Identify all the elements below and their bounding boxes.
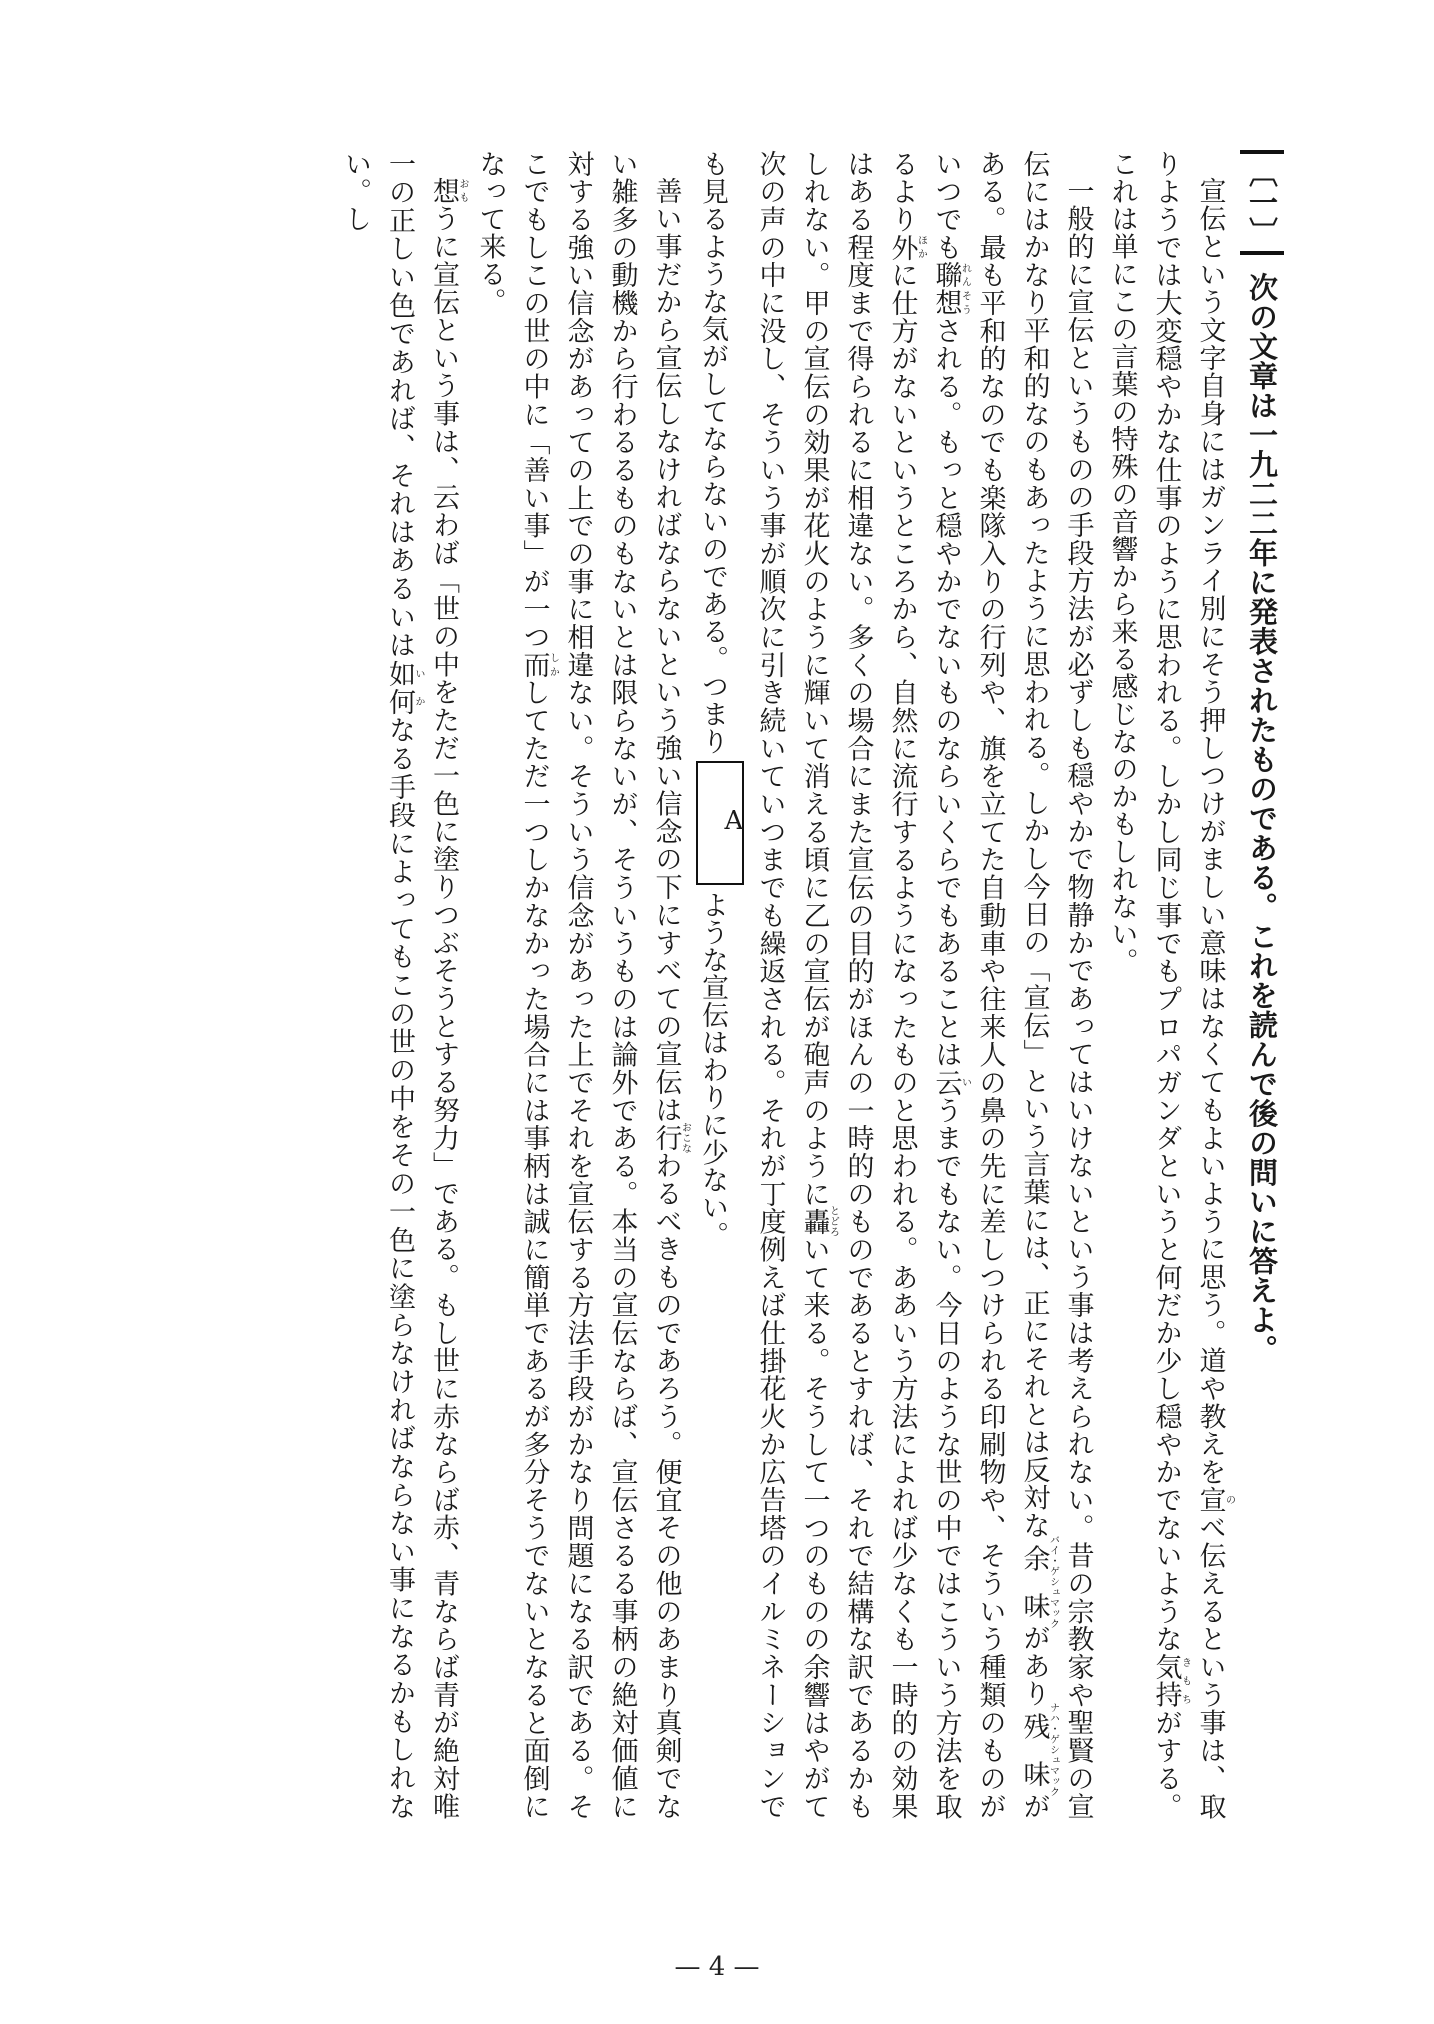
- text-span: ような宣伝はわりに少ない。: [697, 891, 728, 1249]
- ruby-base: 宣: [1194, 1486, 1226, 1514]
- ruby-base: 而: [518, 651, 550, 679]
- ruby-reading: ほか: [915, 233, 927, 262]
- text-span: うに宣伝という事は、云わば「世の中をただ一色に塗りつぶそうとする努力」である。もし世に赤ならば赤、青ならば青が絶対唯一の正しい色であれば、それはあるいは: [384, 150, 459, 1821]
- text-span: うまでもない。今日のような世の中ではこういう方法を取るより: [886, 150, 962, 1821]
- ruby-base: 余味: [1018, 1534, 1050, 1630]
- ruby-base: 轟: [798, 1205, 830, 1238]
- ruby-reading: しか: [547, 651, 559, 679]
- ruby-word: [384, 659, 424, 717]
- question-number: 〔一〕: [1240, 150, 1284, 255]
- ruby-word: [798, 1205, 839, 1238]
- question-instruction: 次の文章は一九二二年に発表されたものである。これを読んで後の問いに答えよ。: [1245, 272, 1279, 1364]
- text-span: がある。最も平和的なのでも楽隊入りの行列や、旗を立てた自動車や往来人の鼻の先に差しつけられる印刷物や、そういう種類のものがいつでも: [930, 150, 1050, 1821]
- ruby-word: [518, 651, 559, 679]
- text-span: なる手段によってもこの世の中をその一色に塗らなければならない事になるかもしれない。し: [340, 150, 415, 1821]
- ruby-word: [428, 177, 468, 205]
- text-span: される。もっと穏やかでないものならいくらでもあることは: [930, 317, 962, 1069]
- ruby-reading: い: [959, 1068, 971, 1097]
- blank-label: A: [724, 806, 744, 836]
- paragraph-2: [690, 150, 1100, 1820]
- text-span: 一般的に宣伝というものの手段方法が必ずしも穏やかで物静かであってはいけないという事は考えられない。昔の宗教家や聖賢の宣伝にはかなり平和的なのもあったように思われる。しかし今日の「宣伝」という言葉には、正にそれとは反対な: [1018, 150, 1094, 1820]
- text-span: わるべきものであろう。便宜その他のあまり真剣でない雑多の動機から行わるるものもないとは限らないが、そういうものは論外である。本当の宣伝ならば、宣伝さるる事柄の絶対価値に対する強い信念があっての上での事に相違ない。そういう信念があった上でそれを宣伝する方法手段がかなり問題になる訳である。そこでもしこの世の中に「善い事」が一つ: [518, 150, 682, 1821]
- text-span: があり: [1018, 1624, 1050, 1708]
- ruby-reading: れんそう: [959, 261, 971, 317]
- text-span: がする。これは単にこの言葉の特殊の音響から来る感じなのかもしれない。: [1106, 150, 1182, 1821]
- page-number: — 4 —: [674, 1952, 760, 1982]
- text-span: いて来る。そうして一つのものの余響はやがて次の声の中に没し、そういう事が順次に引き続いていつまでも繰返される。それが丁度例えば仕掛花火か広告塔のイルミネーションでも見るような気がしてならないのである。つまり: [697, 150, 830, 1821]
- ruby-word: [930, 1068, 971, 1097]
- ruby-reading: ナハ・ゲシュマック: [1047, 1702, 1059, 1798]
- ruby-reading: おも: [457, 177, 468, 205]
- question-header: [1240, 150, 1284, 1820]
- ruby-base: 残味: [1018, 1702, 1050, 1798]
- ruby-reading: バイ・ゲシュマック: [1047, 1534, 1059, 1630]
- text-span: してただ一つしかなかった場合には事柄は誠に簡単であるが多分そうでないとなると面倒になって来る。: [474, 150, 550, 1821]
- paragraph-3: [468, 150, 691, 1820]
- ruby-reading: とどろ: [827, 1205, 839, 1238]
- ruby-base: 想: [428, 177, 459, 205]
- ruby-base: 行: [650, 1122, 682, 1154]
- ruby-base: 云: [930, 1068, 962, 1097]
- ruby-base: 如何: [384, 659, 415, 717]
- ruby-base: 聯想: [930, 261, 962, 318]
- text-span: 宣伝という文字自身にはガンライ別にそう押しつけがましい意味はなくてもよいように思う。道や教えを: [1194, 177, 1226, 1487]
- ruby-word: [886, 233, 927, 262]
- ruby-base: 気持: [1150, 1653, 1182, 1709]
- ruby-word: [1018, 1534, 1059, 1630]
- paragraph-1: [1100, 150, 1235, 1820]
- ruby-word: [930, 261, 971, 318]
- ruby-reading: の: [1223, 1486, 1235, 1514]
- ruby-reading: きもち: [1179, 1653, 1191, 1709]
- ruby-word: [1018, 1702, 1059, 1798]
- ruby-word: [1194, 1486, 1235, 1514]
- text-span: べ伝えるという事は、取りようでは大変穏やかな仕事のように思われる。しかし同じ事でもプロパガンダというと何だか少し穏やかでないような: [1150, 150, 1226, 1821]
- paragraph-4: [333, 150, 468, 1820]
- text-span: に仕方がないというところから、自然に流行するようになったものと思われる。ああいう方法によれば少なくも一時的の効果はある程度まで得られるに相違ない。多くの場合にまた宣伝の目的がほんの一時的のものであるとすれば、それで結構な訳であるかもしれない。甲の宣伝の効果が花火のように輝いて消える頃に乙の宣伝が砲声のように: [798, 150, 918, 1821]
- ruby-reading: いか: [413, 659, 424, 716]
- ruby-base: 外: [886, 233, 918, 262]
- ruby-word: [1150, 1653, 1191, 1709]
- text-span: 善い事だから宣伝しなければならないという強い信念の下にすべての宣伝は: [650, 177, 682, 1125]
- blank-a-box: [696, 761, 744, 885]
- vertical-text-block: [144, 150, 1284, 1820]
- ruby-reading: おこな: [679, 1122, 691, 1154]
- ruby-word: [650, 1122, 691, 1154]
